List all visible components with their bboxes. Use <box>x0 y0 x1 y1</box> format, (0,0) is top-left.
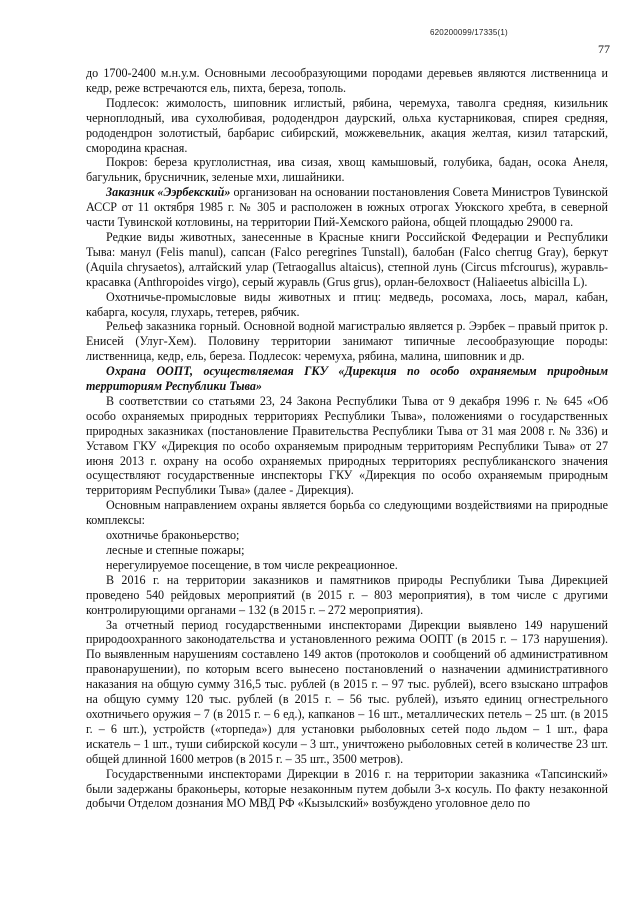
paragraph: Заказник «Ээрбекский» организован на основании постановления Совета Министров Тувинской АССР от 11 октября 1985 г. № 305 и расположен в южных отрогах Уюкского хребта, в северной части Тувинской котловины, на территории Пий-Хемского района, общей площадью 29000 га. <box>86 185 608 230</box>
page-number: 77 <box>598 42 610 56</box>
list-item: нерегулируемое посещение, в том числе рекреационное. <box>106 557 398 572</box>
paragraph: Подлесок: жимолость, шиповник иглистый, рябина, черемуха, таволга средняя, кизильник черноплодный, ива сухолюбивая, рододендрон даурский, ольха кустарниковая, спирея средняя, рододендрон золотистый, барбарис сибирский, можжевельник, акация желтая, кизил татарский, смородина красная. <box>86 95 608 155</box>
paragraph: За отчетный период государственными инспекторами Дирекции выявлено 149 нарушений природоохранного законодательства и установленного режима ООПТ (в 2015 г. – 173 нарушения). По выявленным нарушениям составлено 149 актов (протоколов и сообщений об административном правонарушении), по которым всего вынесено постановлений о назначении административного наказания на общую сумму 316,5 тыс. рублей (в 2015 г. – 97 тыс. рублей), всего взыскано штрафов на общую сумму 120 тыс. рублей (в 2015 г. – 56 тыс. рублей), изъято единиц огнестрельного охотничьего оружия – 7 (в 2015 г. – 6 ед.), капканов – 16 шт., металлических петель – 25 шт. (в 2015 г. – 6 шт.), устройств («торпеда») для установки рыболовных сетей подо льдом – 1 шт., фара искатель – 1 шт., туши сибирской косули – 3 шт., уничтожено рыболовных сетей в количестве 23 шт. общей длинной 1600 метров (в 2015 г. – 35 шт., 3500 метров). <box>86 617 608 766</box>
paragraph <box>86 364 608 394</box>
paragraph: Основным направлением охраны является борьба со следующими воздействиями на природные комплексы: <box>86 498 608 528</box>
paragraph: Редкие виды животных, занесенные в Красные книги Российской Федерации и Республики Тыва: манул (Felis manul), сапсан (Falco peregrines Tunstall), балобан (Falco cherrug Gray), беркут (Aquila chrysaetos), алтайский улар (Tetraogallus altaicus), степной лунь (Circus mfcrourus), журавль-красавка (Anthropoides virgo), серый журавль (Grus grus), орлан-белохвост (Haliaeetus albicilla L). <box>86 229 608 289</box>
paragraph: В 2016 г. на территории заказников и памятников природы Республики Тыва Дирекцией проведено 540 рейдовых мероприятий (в 2015 г. – 803 мероприятия), в том числе с другими контролирующими органами – 132 (в 2015 г. – 272 мероприятия). <box>86 572 608 617</box>
paragraph: Рельеф заказника горный. Основной водной магистралью является р. Ээрбек – правый приток р. Енисей (Улуг-Хем). Половину территории занимают типичные лесообразующие породы: лиственница, кедр, ель, береза. Подлесок: черемуха, рябина, малина, шиповник и др. <box>86 319 608 364</box>
list-item: охотничье браконьерство; <box>106 528 240 543</box>
section-heading: Заказник «Ээрбекский» <box>106 185 231 200</box>
list-item: лесные и степные пожары; <box>106 543 245 557</box>
paragraph: Государственными инспекторами Дирекции в 2016 г. на территории заказника «Тапсинский» были задержаны браконьеры, которые незаконным путем добыли 3-х косуль. По факту незаконной добычи Отделом дознания МО МВД РФ «Кызылский» возбуждено уголовное дело по <box>86 766 608 811</box>
page-body <box>86 66 608 811</box>
paragraph: Охотничье-промысловые виды животных и птиц: медведь, росомаха, лось, марал, кабан, кабарга, косуля, глухарь, тетерев, рябчик. <box>86 289 608 319</box>
paragraph: В соответствии со статьями 23, 24 Закона Республики Тыва от 9 декабря 1996 г. № 645 «Об особо охраняемых природных территориях Республики Тыва», положениями о государственных природных заказниках (постановление Правительства Республики Тыва от 31 мая 2008 г. № 336) и Уставом ГКУ «Дирекция по особо охраняемым природным территориям Республики Тыва» от 27 июня 2013 г. охрану на особо охраняемых природных территориях республиканского значения осуществляют государственные инспекторы ГКУ «Дирекция по особо охраняемым природным территориям Республики Тыва» (далее - Дирекция). <box>86 393 608 498</box>
document-id: 620200099/17335(1) <box>430 28 508 37</box>
paragraph: до 1700-2400 м.н.у.м. Основными лесообразующими породами деревьев являются лиственница и кедр, реже встречаются ель, пихта, береза, тополь. <box>86 66 608 95</box>
section-heading: Охрана ООПТ, осуществляемая ГКУ «Дирекция по особо охраняемым природным территориям Республики Тыва» <box>86 364 608 394</box>
paragraph: Покров: береза круглолистная, ива сизая, хвощ камышовый, голубика, бадан, осока Анеля, багульник, брусничник, зеленые мхи, лишайники. <box>86 155 608 185</box>
